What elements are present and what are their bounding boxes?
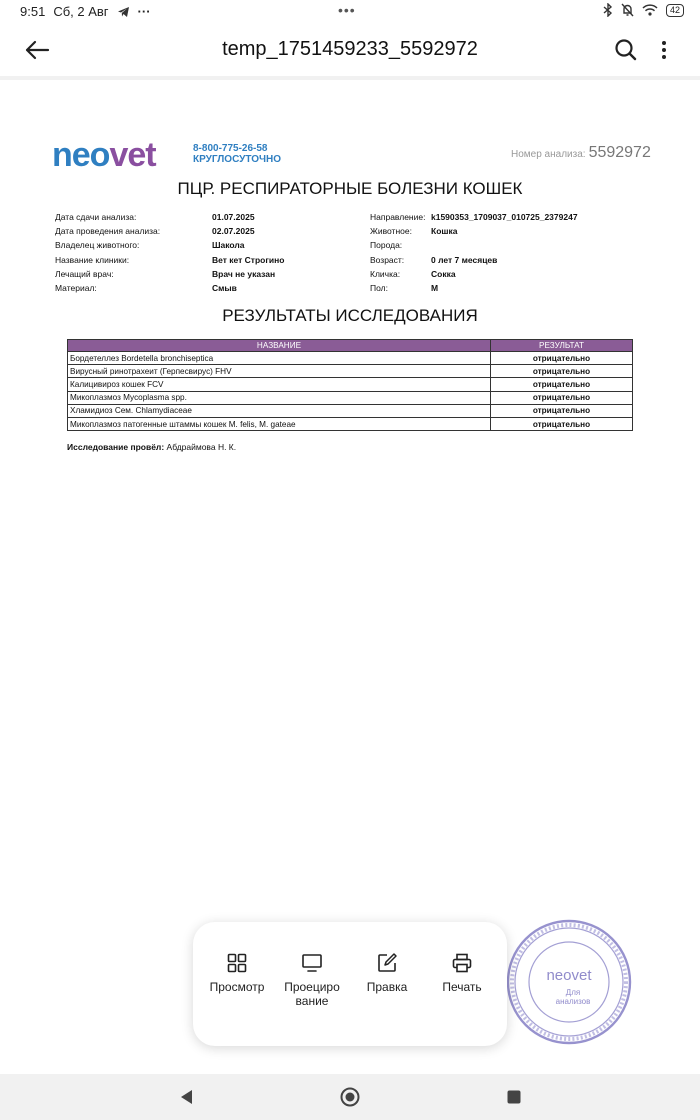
stamp-text: neovet bbox=[546, 967, 592, 984]
test-name: Микоплазмоз патогенные штаммы кошек M. felis, M. gateae bbox=[68, 417, 491, 430]
info-label: Лечащий врач: bbox=[55, 268, 114, 279]
info-value: Кошка bbox=[431, 226, 458, 237]
info-value bbox=[431, 238, 578, 252]
neovet-logo bbox=[52, 136, 156, 175]
test-result: отрицательно bbox=[491, 378, 633, 391]
column-header-name: НАЗВАНИЕ bbox=[68, 340, 491, 352]
test-name: Хламидиоз Сем. Chlamydiaceae bbox=[68, 404, 491, 417]
info-label: Дата проведения анализа: bbox=[55, 226, 161, 237]
more-options-button[interactable] bbox=[654, 36, 674, 64]
test-result: отрицательно bbox=[491, 391, 633, 404]
info-value: Шакола bbox=[212, 240, 245, 251]
nav-home-button[interactable] bbox=[339, 1086, 361, 1108]
info-value: 0 лет 7 месяцев bbox=[431, 254, 498, 265]
table-row bbox=[68, 352, 633, 365]
system-nav-bar bbox=[0, 1074, 700, 1120]
nav-back-button[interactable] bbox=[176, 1086, 198, 1108]
document-heading: ПЦР. РЕСПИРАТОРНЫЕ БОЛЕЗНИ КОШЕК bbox=[177, 179, 523, 198]
home-circle-icon bbox=[339, 1086, 361, 1108]
info-value: k1590353_1709037_010725_2379247 bbox=[431, 212, 578, 222]
bluetooth-icon bbox=[603, 3, 613, 17]
clinic-phone bbox=[193, 143, 281, 165]
more-vert-icon bbox=[654, 36, 674, 64]
table-row bbox=[68, 404, 633, 417]
print-button[interactable] bbox=[424, 952, 500, 994]
table-row bbox=[68, 378, 633, 391]
info-label: Кличка: bbox=[370, 268, 401, 279]
table-row bbox=[68, 417, 633, 430]
printer-icon bbox=[451, 952, 473, 974]
info-value: Сокка bbox=[431, 268, 456, 279]
info-value: 01.07.2025 bbox=[212, 212, 255, 222]
info-right-labels bbox=[370, 210, 425, 295]
results-heading: РЕЗУЛЬТАТЫ ИССЛЕДОВАНИЯ bbox=[222, 306, 478, 325]
test-result: отрицательно bbox=[491, 352, 633, 365]
search-button[interactable] bbox=[612, 36, 640, 64]
bottom-toolbar bbox=[193, 922, 507, 1046]
info-label: Дата сдачи анализа: bbox=[55, 212, 137, 222]
test-result: отрицательно bbox=[491, 417, 633, 430]
search-icon bbox=[612, 36, 640, 64]
notification-dots-icon: ··· bbox=[137, 4, 151, 19]
researcher-line bbox=[67, 442, 236, 452]
researcher-name: Абдраймова Н. К. bbox=[166, 442, 237, 452]
phone-number: 8-800-775-26-58 bbox=[193, 143, 268, 154]
analysis-number-label: Номер анализа: bbox=[511, 149, 586, 160]
mute-bell-icon bbox=[621, 3, 634, 17]
info-value: М bbox=[431, 282, 439, 293]
working-hours: КРУГЛОСУТОЧНО bbox=[193, 154, 282, 165]
monitor-icon bbox=[301, 952, 323, 974]
view-label: Просмотр bbox=[209, 980, 265, 994]
status-bar bbox=[0, 0, 700, 24]
info-label: Возраст: bbox=[370, 254, 405, 265]
column-header-result: РЕЗУЛЬТАТ bbox=[491, 340, 633, 352]
results-table bbox=[67, 339, 633, 431]
info-label: Название клиники: bbox=[55, 254, 130, 265]
test-result: отрицательно bbox=[491, 365, 633, 378]
test-name: Микоплазмоз Mycoplasma spp. bbox=[68, 391, 491, 404]
cast-label-line2: вание bbox=[295, 994, 329, 1008]
info-left-labels bbox=[55, 210, 160, 295]
analysis-number-value: 5592972 bbox=[588, 144, 651, 161]
info-label: Материал: bbox=[55, 282, 97, 293]
info-value: Вет кет Строгино bbox=[212, 254, 285, 265]
cast-button[interactable] bbox=[274, 952, 350, 1008]
info-label: Порода: bbox=[370, 240, 403, 251]
nav-recents-button[interactable] bbox=[503, 1086, 525, 1108]
analysis-number bbox=[511, 144, 651, 162]
table-row bbox=[68, 391, 633, 404]
info-label: Животное: bbox=[370, 226, 412, 237]
cast-label-line1: Проециро bbox=[284, 980, 340, 994]
telegram-icon bbox=[117, 6, 130, 18]
grid-icon bbox=[226, 952, 248, 974]
test-name: Бордетеллез Bordetella bronchiseptica bbox=[68, 352, 491, 365]
triangle-back-icon bbox=[176, 1086, 198, 1108]
app-bar bbox=[0, 24, 700, 76]
table-header-row bbox=[68, 340, 633, 352]
edit-label: Правка bbox=[366, 980, 408, 994]
logo-vet: vet bbox=[109, 136, 156, 174]
status-center-dots-icon: ••• bbox=[338, 2, 356, 18]
edit-icon bbox=[376, 952, 398, 974]
print-label: Печать bbox=[442, 980, 482, 994]
info-left-values bbox=[212, 210, 284, 295]
square-recents-icon bbox=[503, 1086, 525, 1108]
wifi-icon bbox=[642, 4, 658, 16]
edit-button[interactable] bbox=[349, 952, 425, 994]
battery-indicator: 42 bbox=[666, 4, 684, 17]
info-right-values bbox=[431, 210, 578, 295]
view-button[interactable] bbox=[199, 952, 275, 994]
test-name: Калицивироз кошек FCV bbox=[68, 378, 491, 391]
stamp-subtext-2: анализов bbox=[555, 997, 591, 1006]
info-label: Владелец животного: bbox=[55, 240, 140, 251]
info-label: Направление: bbox=[370, 212, 426, 222]
status-time: 9:51 bbox=[20, 4, 46, 19]
test-result: отрицательно bbox=[491, 404, 633, 417]
researcher-label: Исследование провёл: bbox=[67, 442, 165, 452]
info-value: Врач не указан bbox=[212, 268, 276, 279]
table-row bbox=[68, 365, 633, 378]
info-label: Пол: bbox=[370, 282, 388, 293]
clinic-stamp bbox=[505, 918, 633, 1046]
document-file-title: temp_1751459233_5592972 bbox=[222, 38, 478, 60]
test-name: Вирусный ринотрахеит (Герпесвирус) FHV bbox=[68, 365, 491, 378]
status-date: Сб, 2 Авг bbox=[53, 4, 109, 19]
info-value: Смыв bbox=[212, 282, 237, 293]
logo-neo: neo bbox=[52, 136, 110, 174]
info-value: 02.07.2025 bbox=[212, 226, 255, 237]
stamp-subtext-1: Для bbox=[565, 988, 581, 997]
